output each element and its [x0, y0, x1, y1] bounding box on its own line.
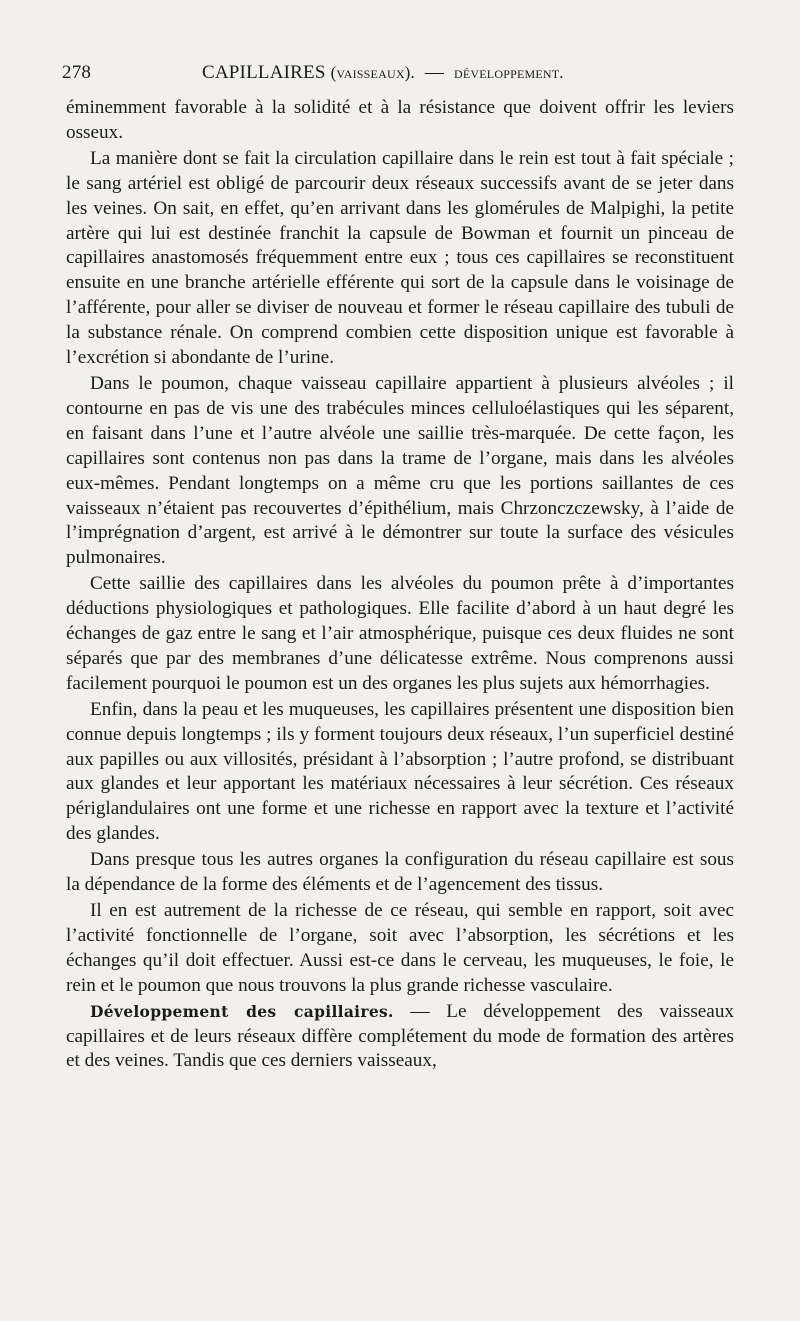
page-body	[66, 96, 734, 1074]
paragraph-continuation: éminemment favorable à la solidité et à la résistance que doivent offrir les leviers osseux.	[66, 97, 734, 143]
header-title-dash: —	[424, 62, 445, 83]
paragraph-poumon: Dans le poumon, chaque vaisseau capillaire appartient à plusieurs alvéoles ; il contourne en pas de vis une des trabécules minces celluloélastiques qui les séparent, en faisant dans l’une et l’autre alvéole une saillie très-marquée. De cette façon, les capillaires sont contenus non pas dans la trame de l’organe, mais dans les alvéoles eux-mêmes. Pendant longtemps on a même cru que les portions saillantes de ces vaisseaux n’étaient pas recouvertes d’épithélium, mais Chrzonczczewsky, à l’aide de l’imprégnation d’argent, est arrivé à le démontrer sur toute la surface des vésicules pulmonaires.	[66, 372, 734, 569]
section-text: — Le développement des vaisseaux capillaires et de leurs réseaux diffère complétement du mode de formation des artères et des veines. Tandis que ces derniers vaisseaux,	[66, 1000, 735, 1072]
section-heading: Développement des capillaires.	[90, 1001, 394, 1021]
header-title-main: CAPILLAIRES	[202, 62, 326, 83]
header-title-paren: (vaisseaux).	[330, 63, 415, 82]
paragraph-developpement	[66, 1000, 734, 1075]
paragraph-peau: Enfin, dans la peau et les muqueuses, les capillaires présentent une disposition bien connue depuis longtemps ; ils y forment toujours deux réseaux, l’un superficiel destiné aux papilles ou aux villosités, présidant à l’absorption ; l’autre profond, se distribuant aux glandes et leur apportant les matériaux nécessaires à leur sécrétion. Ces réseaux périglandulaires ont une forme et une richesse en rapport avec la texture et l’activité des glandes.	[66, 698, 734, 845]
paragraph-richesse: Il en est autrement de la richesse de ce réseau, qui semble en rapport, soit avec l’activité fonctionnelle de l’organe, soit avec l’absorption, les sécrétions et les échanges qu’il doit effectuer. Aussi est-ce dans le cerveau, les muqueuses, le foie, le rein et le poumon que nous trouvons la plus grande richesse vasculaire.	[66, 900, 734, 996]
paragraph-rein: La manière dont se fait la circulation capillaire dans le rein est tout à fait spéciale ; le sang artériel est obligé de parcourir deux réseaux successifs avant de se jeter dans les veines. On sait, en effet, qu’en arrivant dans les glomérules de Malpighi, la petite artère qui lui est destinée franchit la capsule de Bowman et fournit un pinceau de capillaires anastomosés fréquemment entre eux ; tous ces capillaires se reconstituent ensuite en une branche artérielle efférente qui sort de la capsule dans le voisinage de l’afférente, pour aller se diviser de nouveau et former le réseau capillaire des tubuli de la substance rénale. On comprend combien cette disposition unique est favorable à l’excrétion si abondante de l’urine.	[66, 147, 734, 369]
running-header	[62, 60, 738, 90]
page-number: 278	[62, 62, 92, 83]
paragraph-autres-organes: Dans presque tous les autres organes la configuration du réseau capillaire est sous la dépendance de la forme des éléments et de l’agencement des tissus.	[66, 849, 734, 896]
header-title	[202, 62, 564, 84]
header-title-section: développement.	[454, 63, 564, 82]
paragraph-saillie: Cette saillie des capillaires dans les alvéoles du poumon prête à d’importantes déductions physiologiques et pathologiques. Elle facilite d’abord à un haut degré les échanges de gaz entre le sang et l’air atmosphérique, puisque ces deux fluides ne sont séparés que par des membranes d’une délicatesse extrême. Nous comprenons aussi facilement pourquoi le poumon est un des organes les plus sujets aux hémorrhagies.	[66, 573, 734, 694]
